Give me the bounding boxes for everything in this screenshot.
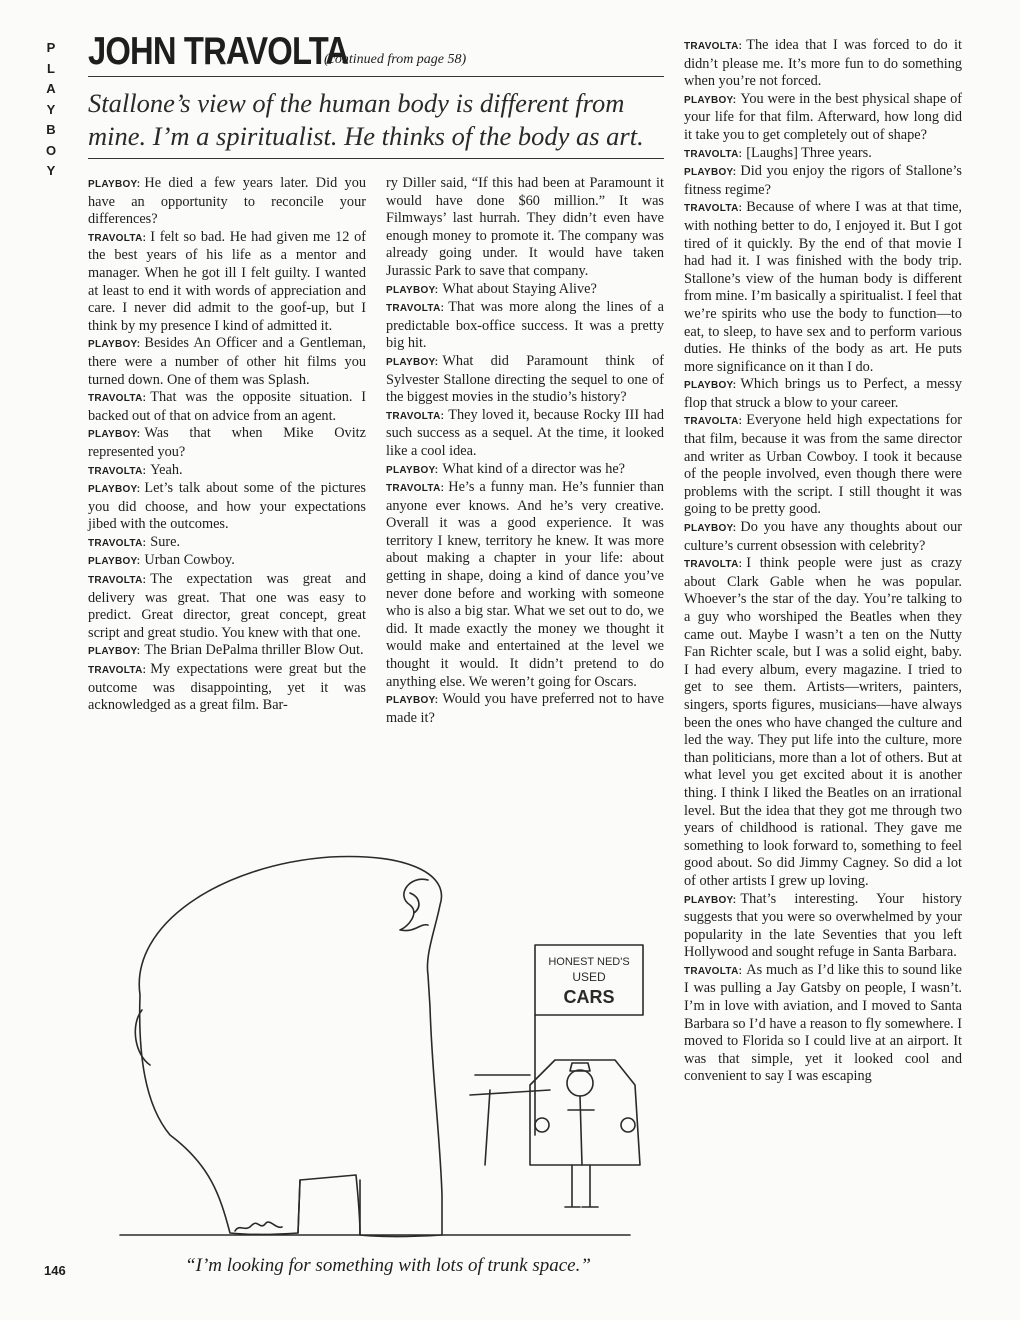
paragraph-text: My expectations were great but the outcome was disappointing, yet it was acknowledged as a great film. Bar- — [88, 661, 366, 714]
interview-paragraph — [684, 145, 962, 164]
interview-paragraph — [88, 335, 366, 389]
speaker-label: PLAYBOY: — [684, 94, 737, 106]
speaker-label: PLAYBOY: — [684, 167, 737, 179]
cartoon-illustration — [110, 835, 670, 1255]
interview-paragraph — [684, 519, 962, 555]
speaker-label: TRAVOLTA: — [88, 537, 147, 549]
salesman-figure — [567, 1070, 593, 1096]
paragraph-text: He died a few years later. Did you have an opportunity to reconcile your differences? — [88, 175, 366, 228]
interview-paragraph — [386, 407, 664, 461]
interview-paragraph — [88, 389, 366, 425]
pull-quote: Stallone’s view of the human body is different from mine. I’m a spiritualist. He thinks of the body as art. — [88, 88, 644, 151]
speaker-label: PLAYBOY: — [88, 484, 141, 496]
speaker-label: TRAVOLTA: — [684, 416, 743, 428]
interview-paragraph — [684, 962, 962, 1086]
paragraph-text: The expectation was great and delivery was great. That one was easy to predict. Great director, great concept, great script and great studio. You knew with that one. — [88, 571, 366, 641]
paragraph-text: I felt so bad. He had given me 12 of the best years of his life as a mentor and manager. When he got ill I felt guilty. I wanted at least to end it with words of appreciation and care. I never did admit to the goof-up, but I think by my presence I kind of admitted it. — [88, 228, 366, 334]
speaker-label: TRAVOLTA: — [88, 393, 147, 405]
brand-letter: L — [47, 60, 55, 76]
interview-paragraph — [684, 199, 962, 376]
interview-paragraph — [88, 425, 366, 461]
car-front — [530, 1060, 640, 1165]
interview-paragraph — [386, 281, 664, 300]
speaker-label: PLAYBOY: — [386, 284, 439, 296]
sign-line-1: HONEST NED'S — [548, 956, 630, 968]
interview-paragraph — [684, 555, 962, 890]
paragraph-text: Was that when Mike Ovitz represented you? — [88, 425, 366, 460]
interview-paragraph — [386, 479, 664, 691]
paragraph-text: ry Diller said, “If this had been at Paramount it would have done $60 million.” It was Filmways’ last hurrah. They didn’t even have enough money to promote it. The company was already going under. It would have taken Jurassic Park to save that company. — [386, 175, 664, 279]
sign-line-3: CARS — [563, 987, 615, 1007]
speaker-label: TRAVOLTA: — [684, 203, 743, 215]
interview-paragraph — [684, 37, 962, 91]
continued-note: (continued from page 58) — [324, 52, 467, 67]
interview-paragraph — [386, 691, 664, 727]
speaker-label: PLAYBOY: — [684, 894, 737, 906]
speaker-label: TRAVOLTA: — [88, 575, 147, 587]
interview-paragraph — [386, 175, 664, 281]
paragraph-text: That was the opposite situation. I backed out of that on advice from an agent. — [88, 389, 366, 424]
paragraph-text: The idea that I was forced to do it didn’t please me. It’s more fun to do something when you’re not forced. — [684, 37, 962, 90]
speaker-label: PLAYBOY: — [386, 695, 439, 707]
elephant-outline — [139, 857, 442, 1237]
paragraph-text: Let’s talk about some of the pictures you did choose, and how your expectations jibed with the outcomes. — [88, 480, 366, 533]
paragraph-text: [Laughs] Three years. — [746, 144, 872, 161]
magazine-brand-vertical — [38, 38, 64, 182]
speaker-label: TRAVOLTA: — [88, 232, 147, 244]
interview-paragraph — [88, 661, 366, 715]
speaker-label: TRAVOLTA: — [386, 410, 445, 422]
paragraph-text: Would you have preferred not to have made it? — [386, 691, 664, 726]
interview-paragraph — [88, 480, 366, 534]
paragraph-text: Sure. — [150, 533, 181, 550]
interview-paragraph — [88, 571, 366, 642]
brand-letter: P — [46, 40, 56, 55]
interview-paragraph — [386, 353, 664, 407]
rule-divider-top — [88, 76, 664, 77]
paragraph-text: Besides An Officer and a Gentleman, there were a number of other hit films you turned down. One of them was Splash. — [88, 335, 366, 388]
paragraph-text: I think people were just as crazy about Clark Gable when he was popular. Whoever’s the star of the day. You’re talking to a guy who worshiped the Beatles when they came out. Maybe I wasn’t a ten on the Nutty Fan Richter scale, but I was a solid eight, baby. I had every album, every magazine. I tried to get to see them. Artists—writers, painters, singers, sports figures, musicians—have always been the ones who have changed the culture and led the way. They put life into the culture, more than politicians, more than a lot of others. But at what level you get excited about it is another thing. I think I liked the Beatles on an irrational level. But the idea that they got me through two years of childhood is rational. They gave me something to look forward to, something to feel good about. So did Jimmy Cagney. So did a lot of other artists I grew up loving. — [684, 555, 962, 889]
interview-paragraph — [88, 462, 366, 481]
interview-paragraph — [684, 91, 962, 145]
text-column-1 — [88, 175, 366, 715]
cartoon-caption: “I’m looking for something with lots of trunk space.” — [185, 1255, 591, 1276]
brand-letter: Y — [46, 163, 56, 178]
speaker-label: PLAYBOY: — [88, 646, 141, 658]
interview-paragraph — [386, 461, 664, 480]
interview-paragraph — [684, 376, 962, 412]
interview-paragraph — [88, 642, 366, 661]
paragraph-text: You were in the best physical shape of your life for that film. Afterward, how long did it take you to get completely out of shape? — [684, 90, 962, 143]
interview-paragraph — [88, 552, 366, 571]
sign-line-2: USED — [572, 970, 606, 984]
brand-letter: O — [45, 142, 57, 158]
paragraph-text: What kind of a director was he? — [442, 460, 626, 477]
paragraph-text: Urban Cowboy. — [144, 552, 235, 569]
speaker-label: TRAVOLTA: — [386, 303, 445, 315]
paragraph-text: They loved it, because Rocky III had such success as a sequel. At the time, it looked like a cool idea. — [386, 406, 664, 459]
interview-paragraph — [684, 163, 962, 199]
paragraph-text: As much as I’d like this to sound like I was pulling a Jay Gatsby on people, I wasn’t. I’m in love with aviation, and I moved to Santa Barbara so I’d have a reason to fly somewhere. I moved to Florida so I could live at an airport. It was that simple, yet it looked cool and convenient to say I was escaping — [684, 961, 962, 1085]
paragraph-text: Yeah. — [150, 461, 183, 478]
interview-paragraph — [88, 229, 366, 336]
elephant-trunk — [400, 879, 428, 930]
brand-letter: A — [46, 81, 56, 96]
speaker-label: TRAVOLTA: — [88, 465, 147, 477]
speaker-label: TRAVOLTA: — [684, 559, 743, 571]
speaker-label: PLAYBOY: — [684, 380, 737, 392]
paragraph-text: Because of where I was at that time, with nothing better to do, I enjoyed it. But I got tired of it quickly. By the end of that movie I had had it. I was finished with the body trip. Stallone’s view of the human body is different from mine. I’m basically a spiritualist. I feel that we’re spirits who use the body to function—to eat, to sleep, to have sex and to perform various duties. He thinks of the body as art. He puts more significance on it than I do. — [684, 199, 962, 375]
paragraph-text: Which brings us to Perfect, a messy flop that struck a blow to your career. — [684, 376, 962, 411]
text-column-2 — [386, 175, 664, 727]
text-column-3 — [684, 37, 962, 1086]
paragraph-text: What about Staying Alive? — [442, 280, 597, 297]
speaker-label: TRAVOLTA: — [386, 483, 445, 495]
paragraph-text: Do you have any thoughts about our culture’s current obsession with celebrity? — [684, 519, 962, 554]
interview-paragraph — [386, 299, 664, 353]
brand-letter: B — [46, 122, 56, 137]
paragraph-text: Did you enjoy the rigors of Stallone’s fitness regime? — [684, 163, 962, 198]
paragraph-text: That’s interesting. Your history suggests that you were so overwhelmed by your popularity in the late Seventies that you left Hollywood and sought refuge in Santa Barbara. — [684, 890, 962, 961]
speaker-label: PLAYBOY: — [386, 356, 439, 368]
paragraph-text: What did Paramount think of Sylvester Stallone directing the sequel to one of the biggest movies in the studio’s history? — [386, 352, 664, 406]
speaker-label: TRAVOLTA: — [684, 965, 743, 977]
interview-paragraph — [88, 175, 366, 229]
speaker-label: TRAVOLTA: — [684, 148, 743, 160]
interview-paragraph — [88, 534, 366, 553]
interview-paragraph — [684, 891, 962, 962]
speaker-label: PLAYBOY: — [88, 179, 141, 190]
page-number: 146 — [44, 1263, 66, 1278]
artist-signature — [235, 1222, 282, 1231]
brand-letter: Y — [46, 101, 56, 117]
speaker-label: TRAVOLTA: — [88, 665, 147, 677]
speaker-label: PLAYBOY: — [88, 429, 141, 441]
paragraph-text: The Brian DePalma thriller Blow Out. — [144, 642, 364, 659]
paragraph-text: That was more along the lines of a predictable box-office success. It was a pretty big hit. — [386, 299, 664, 352]
speaker-label: PLAYBOY: — [684, 523, 737, 535]
paragraph-text: He’s a funny man. He’s funnier than anyone ever knows. And he’s very creative. Overall it was a good experience. It was territory I knew, territory he knew. It was more about making a chapter in your life: about getting in shape, doing a kind of dance you’ve never done before and working with someone who is also a big star. What we set out to do, we did. It made exactly the money we thought it would make and entertained at the level we thought it would. It didn’t pretend to do anything else. We weren’t going for Oscars. — [386, 479, 664, 690]
article-title: JOHN TRAVOLTA — [88, 30, 349, 73]
speaker-label: TRAVOLTA: — [684, 41, 743, 52]
speaker-label: PLAYBOY: — [88, 556, 141, 568]
interview-paragraph — [684, 412, 962, 519]
speaker-label: PLAYBOY: — [386, 464, 439, 476]
speaker-label: PLAYBOY: — [88, 339, 141, 351]
paragraph-text: Everyone held high expectations for that film, because it was from the same director and writer as Urban Cowboy. I took it because of the people involved, even though there were problems with the script. I still thought it was going to be pretty good. — [684, 412, 962, 518]
rule-divider-bottom — [88, 158, 664, 159]
